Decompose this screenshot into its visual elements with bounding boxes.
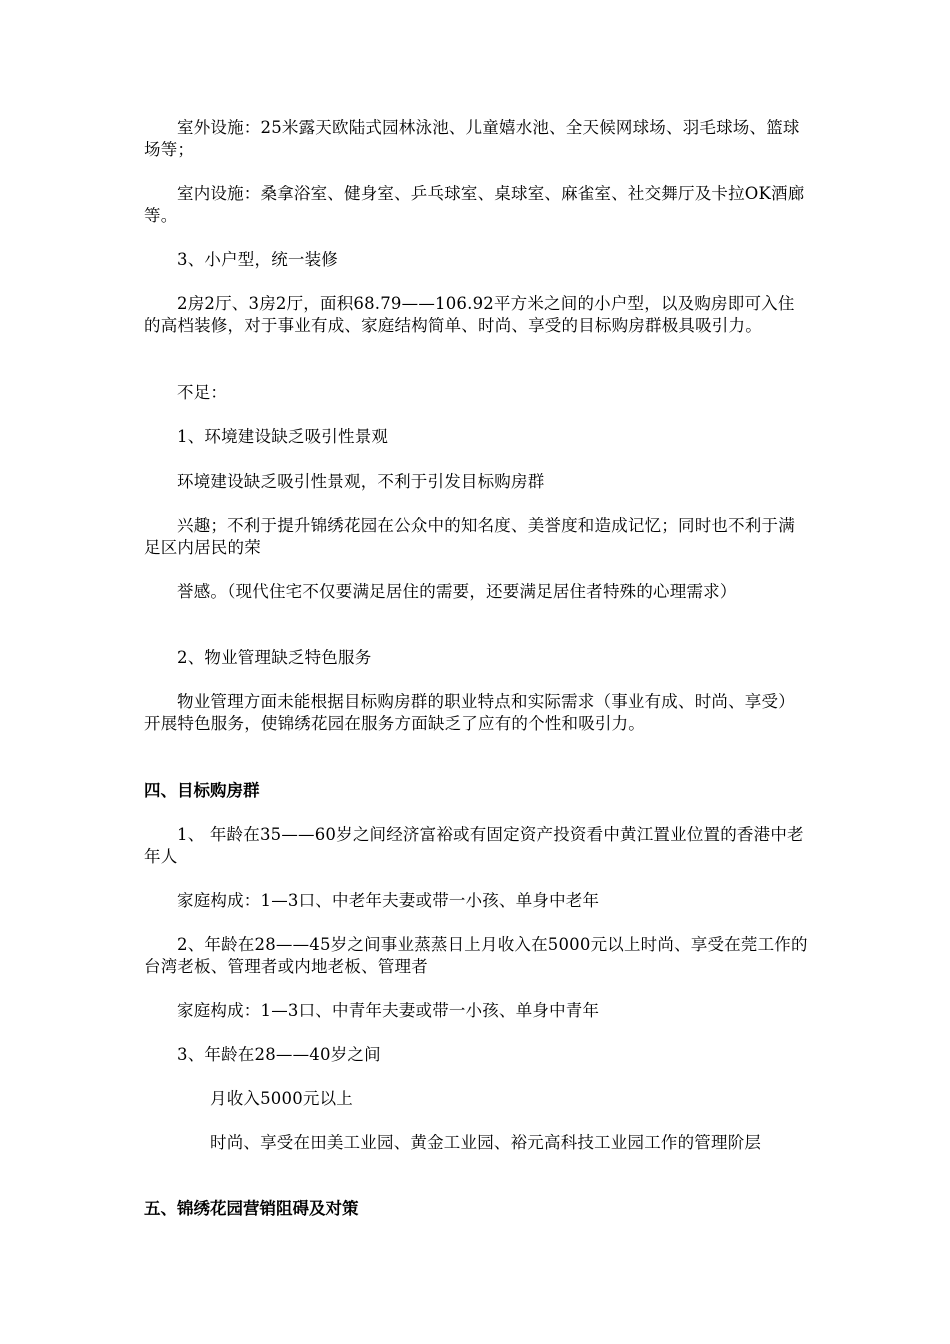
paragraph-target-group-1-family: 家庭构成：1—3口、中老年夫妻或带一小孩、单身中老年 <box>177 891 600 910</box>
paragraph-environment-detail-1: 环境建设缺乏吸引性景观，不利于引发目标购房群 <box>177 472 545 491</box>
paragraph-target-group-2-family: 家庭构成：1—3口、中青年夫妻或带一小孩、单身中青年 <box>177 1001 600 1020</box>
paragraph-target-group-3: 3、年龄在28——40岁之间 <box>177 1045 381 1064</box>
paragraph-property-mgmt-heading: 2、物业管理缺乏特色服务 <box>177 648 372 667</box>
section-heading-marketing-obstacles: 五、锦绣花园营销阻碍及对策 <box>144 1199 359 1218</box>
paragraph-property-mgmt-detail: 物业管理方面未能根据目标购房群的职业特点和实际需求（事业有成、时尚、享受）开展特色服务，使锦绣花园在服务方面缺乏了应有的个性和吸引力。 <box>144 692 795 733</box>
paragraph-target-group-1: 1、 年龄在35——60岁之间经济富裕或有固定资产投资看中黄江置业位置的香港中老年人 <box>144 825 804 866</box>
paragraph-target-group-3-occupation: 时尚、享受在田美工业园、黄金工业园、裕元高科技工业园工作的管理阶层 <box>210 1133 762 1152</box>
paragraph-target-group-2: 2、年龄在28——45岁之间事业蒸蒸日上月收入在5000元以上时尚、享受在莞工作的台湾老板、管理者或内地老板、管理者 <box>144 935 808 976</box>
paragraph-target-group-3-income: 月收入5000元以上 <box>210 1089 353 1108</box>
paragraph-small-units-heading: 3、小户型，统一装修 <box>177 250 338 269</box>
paragraph-outdoor-facilities: 室外设施：25米露天欧陆式园林泳池、儿童嬉水池、全天候网球场、羽毛球场、篮球场等； <box>144 118 800 159</box>
paragraph-indoor-facilities: 室内设施：桑拿浴室、健身室、乒乓球室、桌球室、麻雀室、社交舞厅及卡拉OK酒廊等。 <box>144 184 805 225</box>
section-heading-target-buyers: 四、目标购房群 <box>144 781 260 800</box>
paragraph-shortcomings: 不足： <box>177 383 228 402</box>
paragraph-small-units-detail: 2房2厅、3房2厅，面积68.79——106.92平方米之间的小户型，以及购房即可入住的高档装修，对于事业有成、家庭结构简单、时尚、享受的目标购房群极具吸引力。 <box>144 294 795 335</box>
paragraph-environment-detail-2: 兴趣；不利于提升锦绣花园在公众中的知名度、美誉度和造成记忆；同时也不利于满足区内居民的荣 <box>144 516 795 557</box>
paragraph-environment-detail-3: 誉感。（现代住宅不仅要满足居住的需要，还要满足居住者特殊的心理需求） <box>177 582 737 601</box>
paragraph-environment-heading: 1、环境建设缺乏吸引性景观 <box>177 427 389 446</box>
